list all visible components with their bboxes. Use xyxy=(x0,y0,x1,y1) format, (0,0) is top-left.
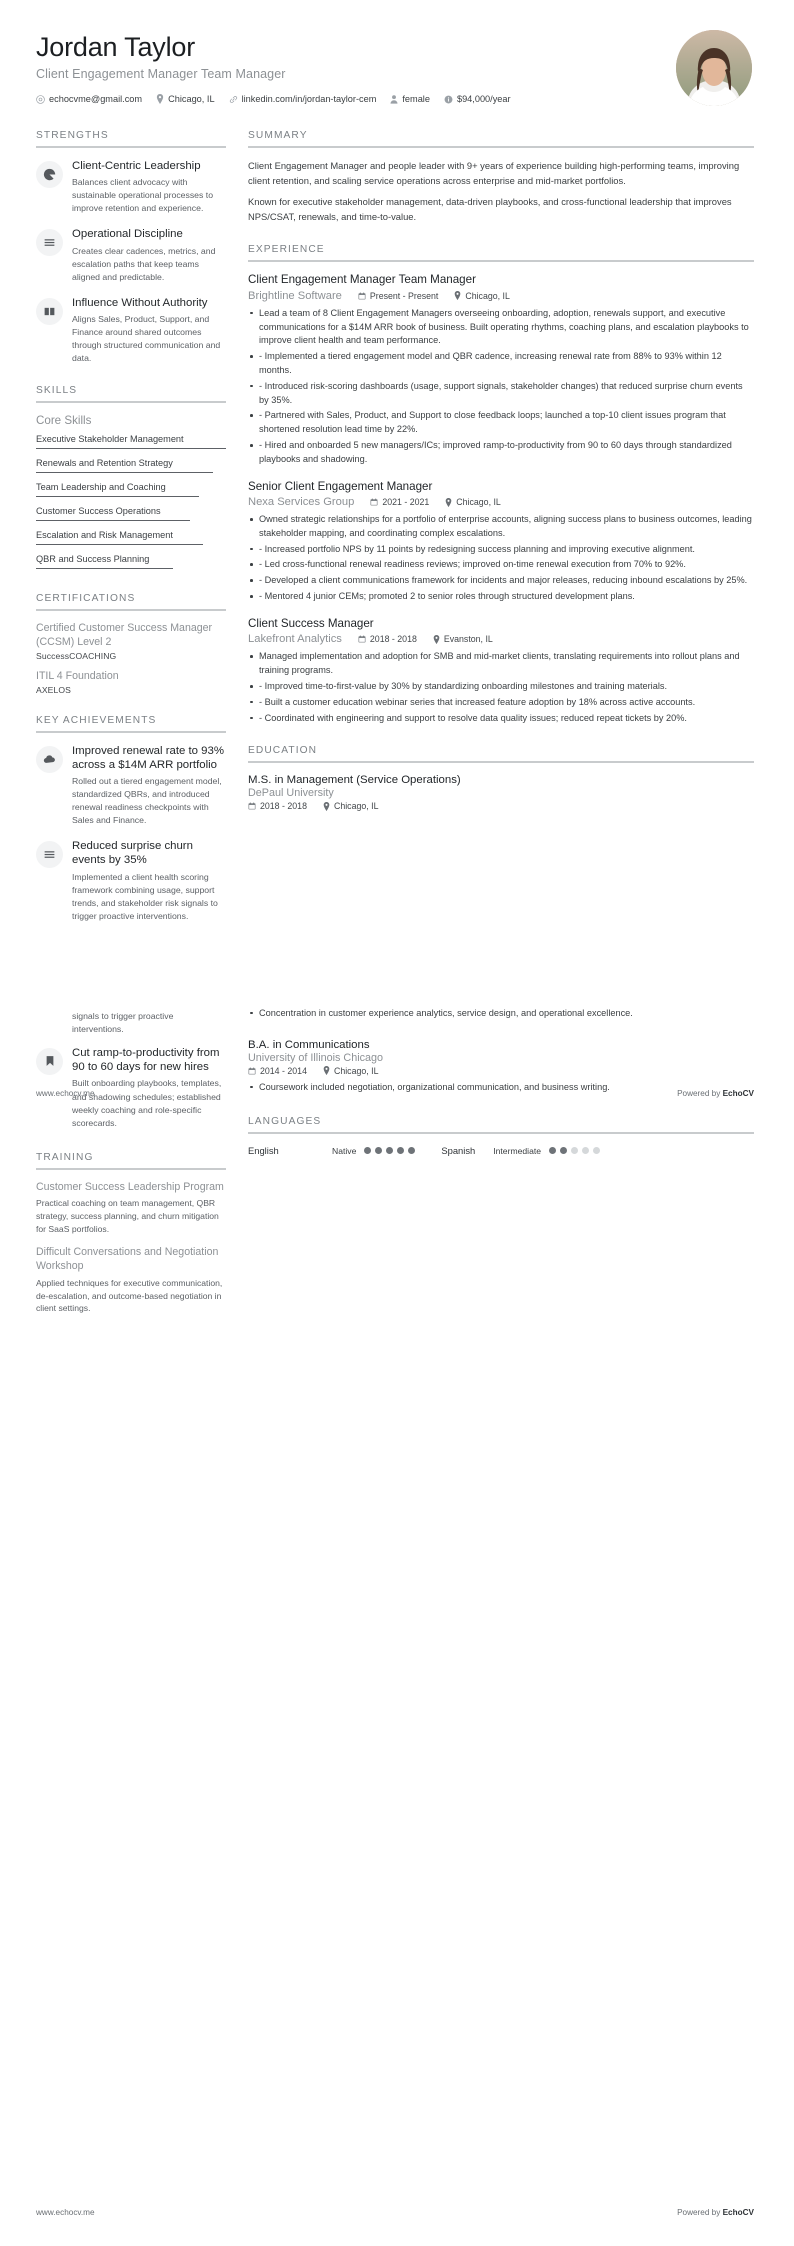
section-summary xyxy=(248,130,754,224)
section-education xyxy=(248,745,754,811)
skill-item xyxy=(36,481,226,501)
person-icon xyxy=(390,95,398,104)
contact-gender-label: female xyxy=(402,94,430,105)
strength-desc: Creates clear cadences, metrics, and escalation paths that keep teams aligned and predictable. xyxy=(72,245,216,282)
rating-dot xyxy=(375,1147,382,1154)
section-strengths xyxy=(36,130,226,365)
language-item xyxy=(441,1145,600,1156)
strength-title: Client-Centric Leadership xyxy=(72,160,201,172)
job-bullet: Managed implementation and adoption for SMB and mid-market clients, translating requirements into rollout plans and training programs. xyxy=(248,650,754,678)
location-pin-icon xyxy=(433,635,440,644)
cloud-icon xyxy=(36,746,63,773)
certification-item xyxy=(36,670,226,695)
education-dates xyxy=(248,801,307,811)
education-bullets xyxy=(248,1007,754,1021)
training-name: Customer Success Leadership Program xyxy=(36,1180,224,1193)
skill-level-bar xyxy=(36,496,199,497)
resume-page-2 xyxy=(0,1007,794,1335)
strength-item xyxy=(36,296,226,365)
job-company: Brightline Software xyxy=(248,289,342,302)
section-key-achievements xyxy=(36,715,226,923)
contact-linkedin[interactable] xyxy=(229,94,377,104)
resume-header xyxy=(0,0,794,106)
job-company: Nexa Services Group xyxy=(248,496,355,509)
rating-dot xyxy=(408,1147,415,1154)
language-item xyxy=(248,1145,441,1156)
section-title-summary: SUMMARY xyxy=(248,130,754,148)
location-pin-icon xyxy=(445,498,452,507)
job-bullets xyxy=(248,513,754,604)
education-dates-label: 2018 - 2018 xyxy=(260,801,307,812)
job-dates xyxy=(370,497,429,507)
job-bullet: Owned strategic relationships for a portfolio of enterprise accounts, aligning success plans to business outcomes, leading stakeholder mapping, and coordinating complex escalations. xyxy=(248,513,754,541)
achievement-desc-continued: signals to trigger proactive interventions. xyxy=(72,1010,174,1034)
page-title: Jordan Taylor xyxy=(36,32,195,62)
rating-dot xyxy=(397,1147,404,1154)
summary-text xyxy=(248,159,754,224)
section-languages xyxy=(248,1116,754,1156)
experience-item xyxy=(248,617,754,725)
experience-item xyxy=(248,273,754,466)
location-pin-icon xyxy=(156,94,164,104)
email-icon xyxy=(36,95,45,104)
job-meta xyxy=(248,290,754,302)
headline: Client Engagement Manager Team Manager xyxy=(36,67,286,82)
achievement-title: Improved renewal rate to 93% across a $14M ARR portfolio xyxy=(72,744,224,771)
section-experience xyxy=(248,244,754,725)
job-location xyxy=(445,497,501,507)
job-dates-label: 2018 - 2018 xyxy=(369,634,417,645)
avatar xyxy=(676,30,752,106)
achievement-item xyxy=(36,744,226,828)
resume-body xyxy=(0,106,794,943)
education-meta xyxy=(248,801,754,811)
info-icon xyxy=(444,95,453,104)
education-location-label: Chicago, IL xyxy=(333,801,379,812)
training-name: Difficult Conversations and Negotiation Workshop xyxy=(36,1246,219,1272)
rating-dot xyxy=(582,1147,589,1154)
job-location xyxy=(454,291,510,301)
education-item xyxy=(248,774,754,811)
language-list xyxy=(248,1145,754,1156)
sidebar xyxy=(36,130,226,943)
job-bullet: - Hired and onboarded 5 new managers/ICs; improved ramp-to-productivity from 90 to 60 days through standardized playbooks and shadowing. xyxy=(248,439,754,467)
skill-label: Executive Stakeholder Management xyxy=(36,434,184,445)
rating-dot xyxy=(571,1147,578,1154)
contact-gender xyxy=(390,94,430,104)
certification-org: AXELOS xyxy=(36,684,71,695)
language-name: Spanish xyxy=(441,1145,476,1157)
skills-subhead: Core Skills xyxy=(36,414,92,428)
section-title-certifications: CERTIFICATIONS xyxy=(36,593,226,611)
job-bullets xyxy=(248,307,754,467)
skill-label: Team Leadership and Coaching xyxy=(36,482,166,493)
skill-item xyxy=(36,553,226,573)
section-title-skills: SKILLS xyxy=(36,385,226,403)
language-name: English xyxy=(248,1145,279,1157)
strength-item xyxy=(36,159,226,215)
location-pin-icon xyxy=(454,291,461,300)
job-meta xyxy=(248,633,754,645)
training-desc: Applied techniques for executive communication, de-escalation, and outcome-based negotiation in client settings. xyxy=(36,1277,223,1314)
skill-label: QBR and Success Planning xyxy=(36,554,150,565)
job-dates xyxy=(358,291,438,301)
section-title-strengths: STRENGTHS xyxy=(36,130,226,148)
header-text-block xyxy=(36,30,511,104)
certification-item xyxy=(36,622,226,661)
summary-paragraph: Client Engagement Manager and people leader with 9+ years of experience building high-performing teams, improving client retention, and scaling service operations across enterprise and mid-market portfolios. xyxy=(248,160,740,186)
calendar-icon xyxy=(248,1067,256,1075)
summary-paragraph: Known for executive stakeholder management, data-driven playbooks, and cross-functional leadership that improves NPS/CSAT, renewals, and time-to-value. xyxy=(248,196,732,222)
achievement-title: Reduced surprise churn events by 35% xyxy=(72,840,193,867)
job-dates xyxy=(358,634,417,644)
contact-salary-label: $94,000/year xyxy=(456,94,511,105)
job-title: Client Success Manager xyxy=(248,616,374,630)
sidebar-continued xyxy=(36,1007,226,1335)
page-footer xyxy=(36,2208,754,2217)
rating-dot xyxy=(549,1147,556,1154)
strength-desc: Balances client advocacy with sustainable operational processes to improve retention and experience. xyxy=(72,177,214,214)
certification-name: Certified Customer Success Manager (CCSM) Level 2 xyxy=(36,622,213,648)
job-location-label: Chicago, IL xyxy=(456,497,501,508)
rating-dot xyxy=(560,1147,567,1154)
strength-desc: Aligns Sales, Product, Support, and Finance around shared outcomes through structured communication and data. xyxy=(72,314,221,364)
rating-dot xyxy=(364,1147,371,1154)
language-level: Intermediate xyxy=(493,1145,542,1156)
link-icon xyxy=(229,95,238,104)
job-bullet: - Developed a client communications framework for incidents and major releases, reducing inbound escalations by 25%. xyxy=(248,574,754,588)
education-bullet: Coursework included negotiation, organizational communication, and business writing. xyxy=(248,1081,754,1095)
skill-item xyxy=(36,433,226,453)
footer-powered-prefix: Powered by xyxy=(677,1089,723,1098)
footer-brand: EchoCV xyxy=(722,1089,754,1098)
contact-email[interactable] xyxy=(36,94,142,104)
certification-name: ITIL 4 Foundation xyxy=(36,669,119,682)
job-dates-label: 2021 - 2021 xyxy=(382,497,430,508)
strength-title: Operational Discipline xyxy=(72,228,183,241)
strength-item xyxy=(36,227,226,283)
pie-chart-icon xyxy=(36,161,63,188)
skill-item xyxy=(36,457,226,477)
achievement-desc: Implemented a client health scoring framework combining usage, support trends, and stakeholder risk signals to trigger proactive interventions. xyxy=(72,871,218,921)
job-bullets xyxy=(248,650,754,725)
education-location xyxy=(323,801,379,811)
education-item xyxy=(248,1039,754,1095)
education-dates xyxy=(248,1066,307,1076)
job-bullet: - Increased portfolio NPS by 11 points by redesigning success planning and improving executive alignment. xyxy=(248,543,754,557)
education-school: DePaul University xyxy=(248,787,334,800)
achievement-desc: Built onboarding playbooks, templates, and shadowing schedules; established weekly coaching and role-specific scorecards. xyxy=(72,1078,222,1128)
footer-powered-prefix: Powered by xyxy=(677,2208,723,2217)
training-desc: Practical coaching on team management, QBR strategy, success planning, and churn mitigation for SaaS portfolios. xyxy=(36,1198,219,1235)
section-certifications xyxy=(36,593,226,694)
language-level: Native xyxy=(332,1145,357,1156)
job-location-label: Chicago, IL xyxy=(465,290,510,301)
education-school: University of Illinois Chicago xyxy=(248,1051,384,1064)
education-bullet: Concentration in customer experience analytics, service design, and operational excellence. xyxy=(248,1007,754,1021)
contact-salary xyxy=(444,94,511,104)
section-title-experience: EXPERIENCE xyxy=(248,244,754,262)
location-pin-icon xyxy=(323,802,330,811)
skill-label: Customer Success Operations xyxy=(36,506,161,517)
skill-level-bar xyxy=(36,448,226,449)
skill-label: Renewals and Retention Strategy xyxy=(36,458,173,469)
skill-level-bar xyxy=(36,544,203,545)
book-icon xyxy=(36,298,63,325)
job-bullet: - Mentored 4 junior CEMs; promoted 2 to senior roles through structured development plans. xyxy=(248,590,754,604)
job-bullet: Lead a team of 8 Client Engagement Managers overseeing onboarding, adoption, renewals support, and executive communications for a $14M ARR book of business. Built operating rhythms, coaching plans, and escalation playbooks to improve client health and team performance. xyxy=(248,307,754,348)
skill-level-bar xyxy=(36,520,190,521)
section-title-languages: LANGUAGES xyxy=(248,1116,754,1134)
language-rating-dots xyxy=(364,1147,415,1154)
job-bullet: - Improved time-to-first-value by 30% by standardizing onboarding milestones and training materials. xyxy=(248,680,754,694)
skill-label: Escalation and Risk Management xyxy=(36,530,173,541)
job-bullet: - Introduced risk-scoring dashboards (usage, support signals, stakeholder changes) that reduced surprise churn events by 35%. xyxy=(248,380,754,408)
contact-email-label: echocvme@gmail.com xyxy=(49,94,143,105)
calendar-icon xyxy=(248,802,256,810)
location-pin-icon xyxy=(323,1066,330,1075)
education-location-label: Chicago, IL xyxy=(333,1065,379,1076)
footer-site[interactable]: www.echocv.me xyxy=(36,1089,95,1098)
footer-powered-by xyxy=(677,2208,754,2217)
job-bullet: - Built a customer education webinar series that increased feature adoption by 18% across active accounts. xyxy=(248,696,754,710)
language-rating-dots xyxy=(549,1147,600,1154)
section-title-training: TRAINING xyxy=(36,1152,226,1170)
education-bullets xyxy=(248,1081,754,1095)
education-degree: M.S. in Management (Service Operations) xyxy=(248,774,461,787)
training-item xyxy=(36,1246,226,1315)
education-degree: B.A. in Communications xyxy=(248,1038,370,1051)
achievement-item xyxy=(36,1046,226,1130)
footer-site[interactable]: www.echocv.me xyxy=(36,2208,95,2217)
education-location xyxy=(323,1066,379,1076)
skill-level-bar xyxy=(36,568,173,569)
job-location xyxy=(433,634,493,644)
job-bullet: - Coordinated with engineering and support to resolve data quality issues; reduced repeat tickets by 20%. xyxy=(248,712,754,726)
job-dates-label: Present - Present xyxy=(369,290,439,301)
contact-list xyxy=(36,94,511,104)
achievement-item xyxy=(36,839,226,923)
section-title-key-achievements: KEY ACHIEVEMENTS xyxy=(36,715,226,733)
section-skills xyxy=(36,385,226,573)
rating-dot xyxy=(386,1147,393,1154)
achievement-desc: Rolled out a tiered engagement model, standardized QBRs, and introduced renewal readiness checkpoints with Sales and Finance. xyxy=(72,776,222,826)
main-content xyxy=(248,130,754,831)
contact-location xyxy=(156,94,214,104)
job-location-label: Evanston, IL xyxy=(443,634,493,645)
calendar-icon xyxy=(358,292,366,300)
training-item xyxy=(36,1181,226,1236)
main-content-continued xyxy=(248,1007,754,1177)
resume-body-continued xyxy=(36,1007,754,1335)
experience-item xyxy=(248,480,754,604)
calendar-icon xyxy=(358,635,366,643)
skill-item xyxy=(36,529,226,549)
strength-title: Influence Without Authority xyxy=(72,296,208,309)
job-company: Lakefront Analytics xyxy=(248,633,342,646)
job-title: Client Engagement Manager Team Manager xyxy=(248,273,476,287)
education-dates-label: 2014 - 2014 xyxy=(260,1065,307,1076)
job-bullet: - Implemented a tiered engagement model and QBR cadence, increasing renewal rate from 88% to 93% within 12 months. xyxy=(248,350,754,378)
contact-location-label: Chicago, IL xyxy=(168,94,215,105)
footer-brand: EchoCV xyxy=(722,2208,754,2217)
list-lines-icon xyxy=(36,229,63,256)
job-bullet: - Partnered with Sales, Product, and Support to close feedback loops; launched a top-10 client issues program that shortened resolution lead time by 22%. xyxy=(248,409,754,437)
list-lines-icon xyxy=(36,841,63,868)
skill-item xyxy=(36,505,226,525)
section-training xyxy=(36,1152,226,1316)
section-title-education: EDUCATION xyxy=(248,745,754,763)
job-title: Senior Client Engagement Manager xyxy=(248,479,433,493)
job-bullet: - Led cross-functional renewal readiness reviews; improved on-time renewal execution from 70% to 92%. xyxy=(248,558,754,572)
achievement-title: Cut ramp-to-productivity from 90 to 60 days for new hires xyxy=(72,1046,220,1074)
skill-level-bar xyxy=(36,472,213,473)
contact-linkedin-label: linkedin.com/in/jordan-taylor-cem xyxy=(241,94,377,105)
education-meta xyxy=(248,1066,754,1076)
bookmark-icon xyxy=(36,1048,63,1075)
calendar-icon xyxy=(370,498,378,506)
certification-org: SuccessCOACHING xyxy=(36,650,117,661)
rating-dot xyxy=(593,1147,600,1154)
job-meta xyxy=(248,496,754,508)
